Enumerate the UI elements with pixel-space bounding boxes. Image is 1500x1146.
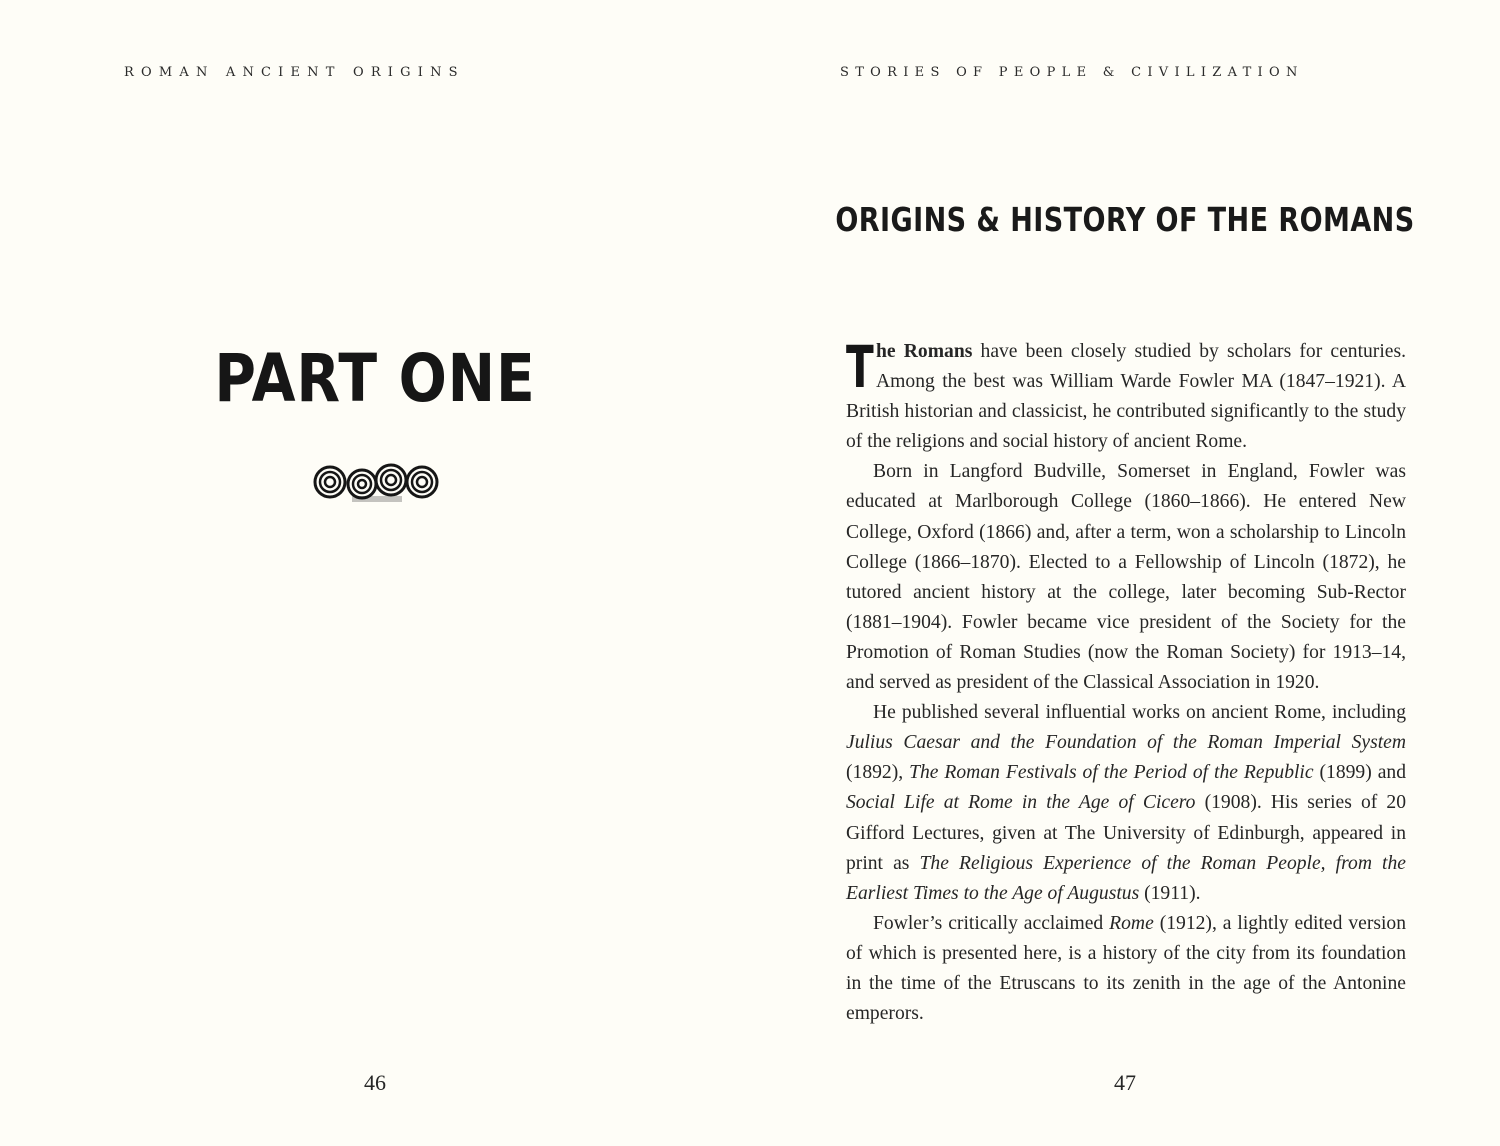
book-title-social-life: Social Life at Rome in the Age of Cicero [846,792,1196,814]
p4-text-a: Fowler’s critically acclaimed [873,912,1110,934]
right-page [750,0,1500,1146]
page-number-left: 46 [364,1070,386,1095]
p3-text-g: (1908). His series of 20 Gifford Lectures, given at The University of Edinburgh, appeared in print as [846,792,1407,874]
book-title-julius-caesar: Julius Caesar and the Foundation of the Roman Imperial System [846,732,1406,754]
paragraph-1-text: have been closely studied by scholars for centuries. Among the best was William Warde Fowler MA (1847–1921). A British historian and classicist, he contributed significantly to the study of the religions and social history of ancient Rome. [846,341,1406,453]
part-title: PART ONE [214,340,536,417]
p3-text-a: He published several influential works on ancient Rome, including [873,702,1406,724]
book-title-religious-experience: The Religious Experience of the Roman People, from the Earliest Times to the Age of Augustus [846,852,1406,904]
paragraph-1 [846,333,1406,457]
p4-text-c: (1912), a lightly edited version of which is presented here, is a history of the city from its foundation in the time of the Etruscans to its zenith in the age of the Antonine emperors. [846,912,1407,1025]
book-title-rome: Rome [1109,912,1154,934]
p3-text-c: (1892), [846,762,910,784]
paragraph-4 [846,909,1406,1029]
paragraph-2: Born in Langford Budville, Somerset in England, Fowler was educated at Marlborough College (1860–1866). He entered New College, Oxford (1866) and, after a term, won a scholarship to Lincoln College (1866–1870). Elected to a Fellowship of Lincoln (1872), he tutored ancient history at the college, later becoming Sub-Rector (1881–1904). Fowler became vice president of the Society for the Promotion of Roman Studies (now the Roman Society) for 1913–14, and served as president of the Classical Association in 1920. [846,461,1406,694]
book-title-roman-festivals: The Roman Festivals of the Period of the Republic [909,762,1314,784]
body-text [846,333,1407,1029]
p3-text-e: (1899) and [1313,762,1406,784]
page-number-right: 47 [1114,1070,1136,1095]
paragraph-3 [846,698,1406,909]
lead-words: he Romans [876,341,973,362]
spiral-ornament-icon [312,458,440,506]
running-head-right: STORIES OF PEOPLE & CIVILIZATION [840,65,1304,80]
running-head-left: ROMAN ANCIENT ORIGINS [124,65,465,80]
p3-text-i: (1911). [1139,882,1201,904]
chapter-title: ORIGINS & HISTORY OF THE ROMANS [835,200,1415,239]
drop-cap: T [846,333,874,401]
